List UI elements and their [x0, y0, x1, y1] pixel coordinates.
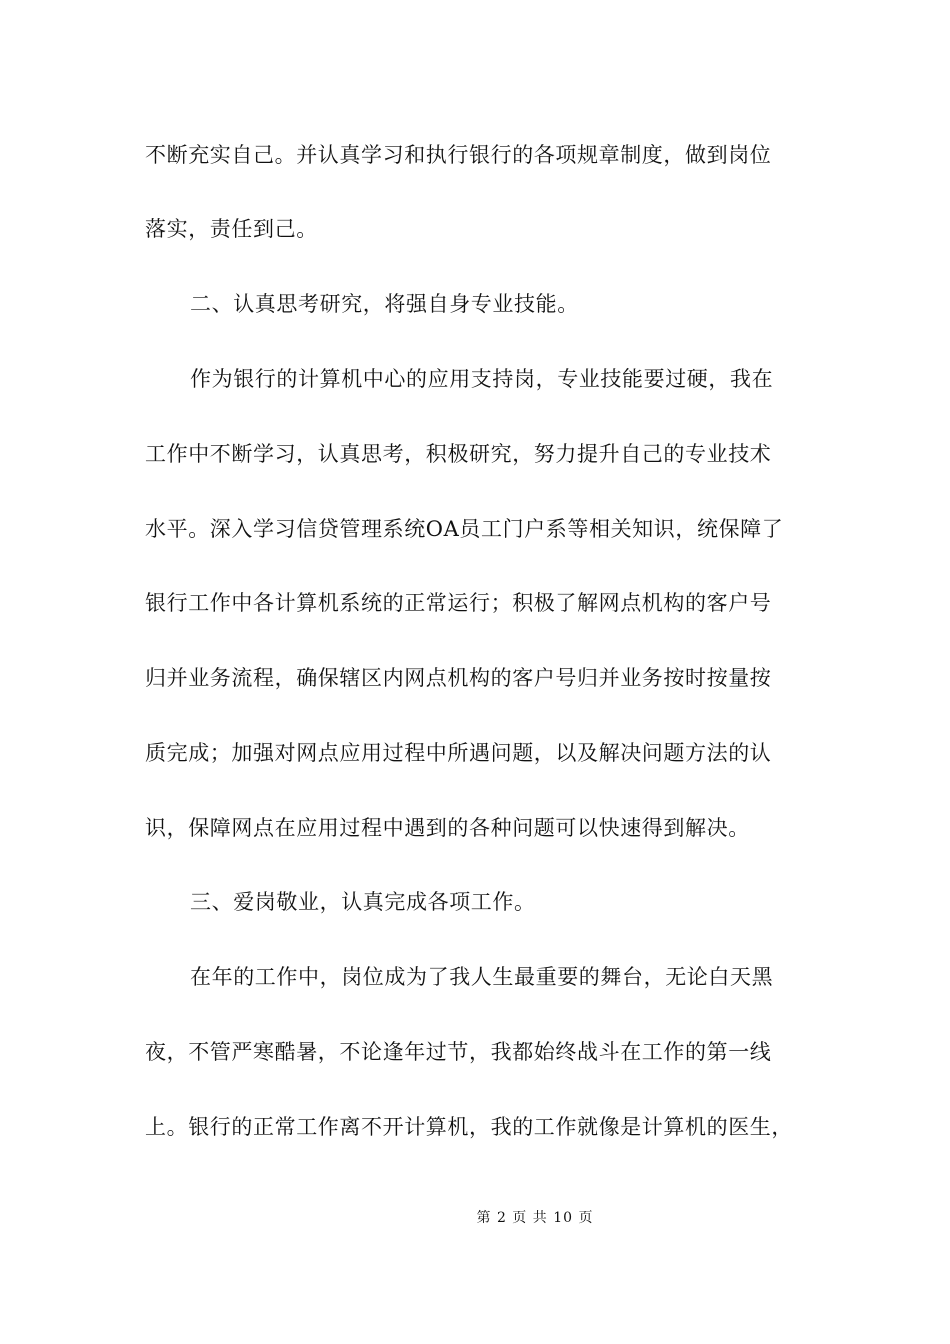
page-number-footer: 第 2 页 共 10 页: [476, 1210, 594, 1226]
section-heading-2: 二、认真思考研究，将强自身专业技能。: [190, 292, 579, 316]
body-line-6: 水平。深入学习信贷管理系统OA员工门户系等相关知识，统保障了: [145, 517, 784, 541]
body-line-4: 作为银行的计算机中心的应用支持岗，专业技能要过硬，我在: [190, 367, 774, 391]
body-line-12: 在年的工作中，岗位成为了我人生最重要的舞台，无论白天黑: [190, 965, 774, 989]
body-line-10: 识，保障网点在应用过程中遇到的各种问题可以快速得到解决。: [145, 816, 750, 840]
body-line-2: 落实，责任到己。: [145, 217, 318, 241]
section-heading-3: 三、爱岗敬业，认真完成各项工作。: [190, 890, 536, 914]
body-line-14: 上。银行的正常工作离不开计算机，我的工作就像是计算机的医生，: [145, 1115, 793, 1139]
body-line-9: 质完成；加强对网点应用过程中所遇问题，以及解决问题方法的认: [145, 741, 772, 765]
body-line-1: 不断充实自己。并认真学习和执行银行的各项规章制度，做到岗位: [145, 143, 772, 167]
body-line-13: 夜，不管严寒酷暑，不论逢年过节，我都始终战斗在工作的第一线: [145, 1040, 772, 1064]
body-line-8: 归并业务流程，确保辖区内网点机构的客户号归并业务按时按量按: [145, 666, 772, 690]
body-line-7: 银行工作中各计算机系统的正常运行；积极了解网点机构的客户号: [145, 591, 772, 615]
body-line-5: 工作中不断学习，认真思考，积极研究，努力提升自己的专业技术: [145, 442, 772, 466]
